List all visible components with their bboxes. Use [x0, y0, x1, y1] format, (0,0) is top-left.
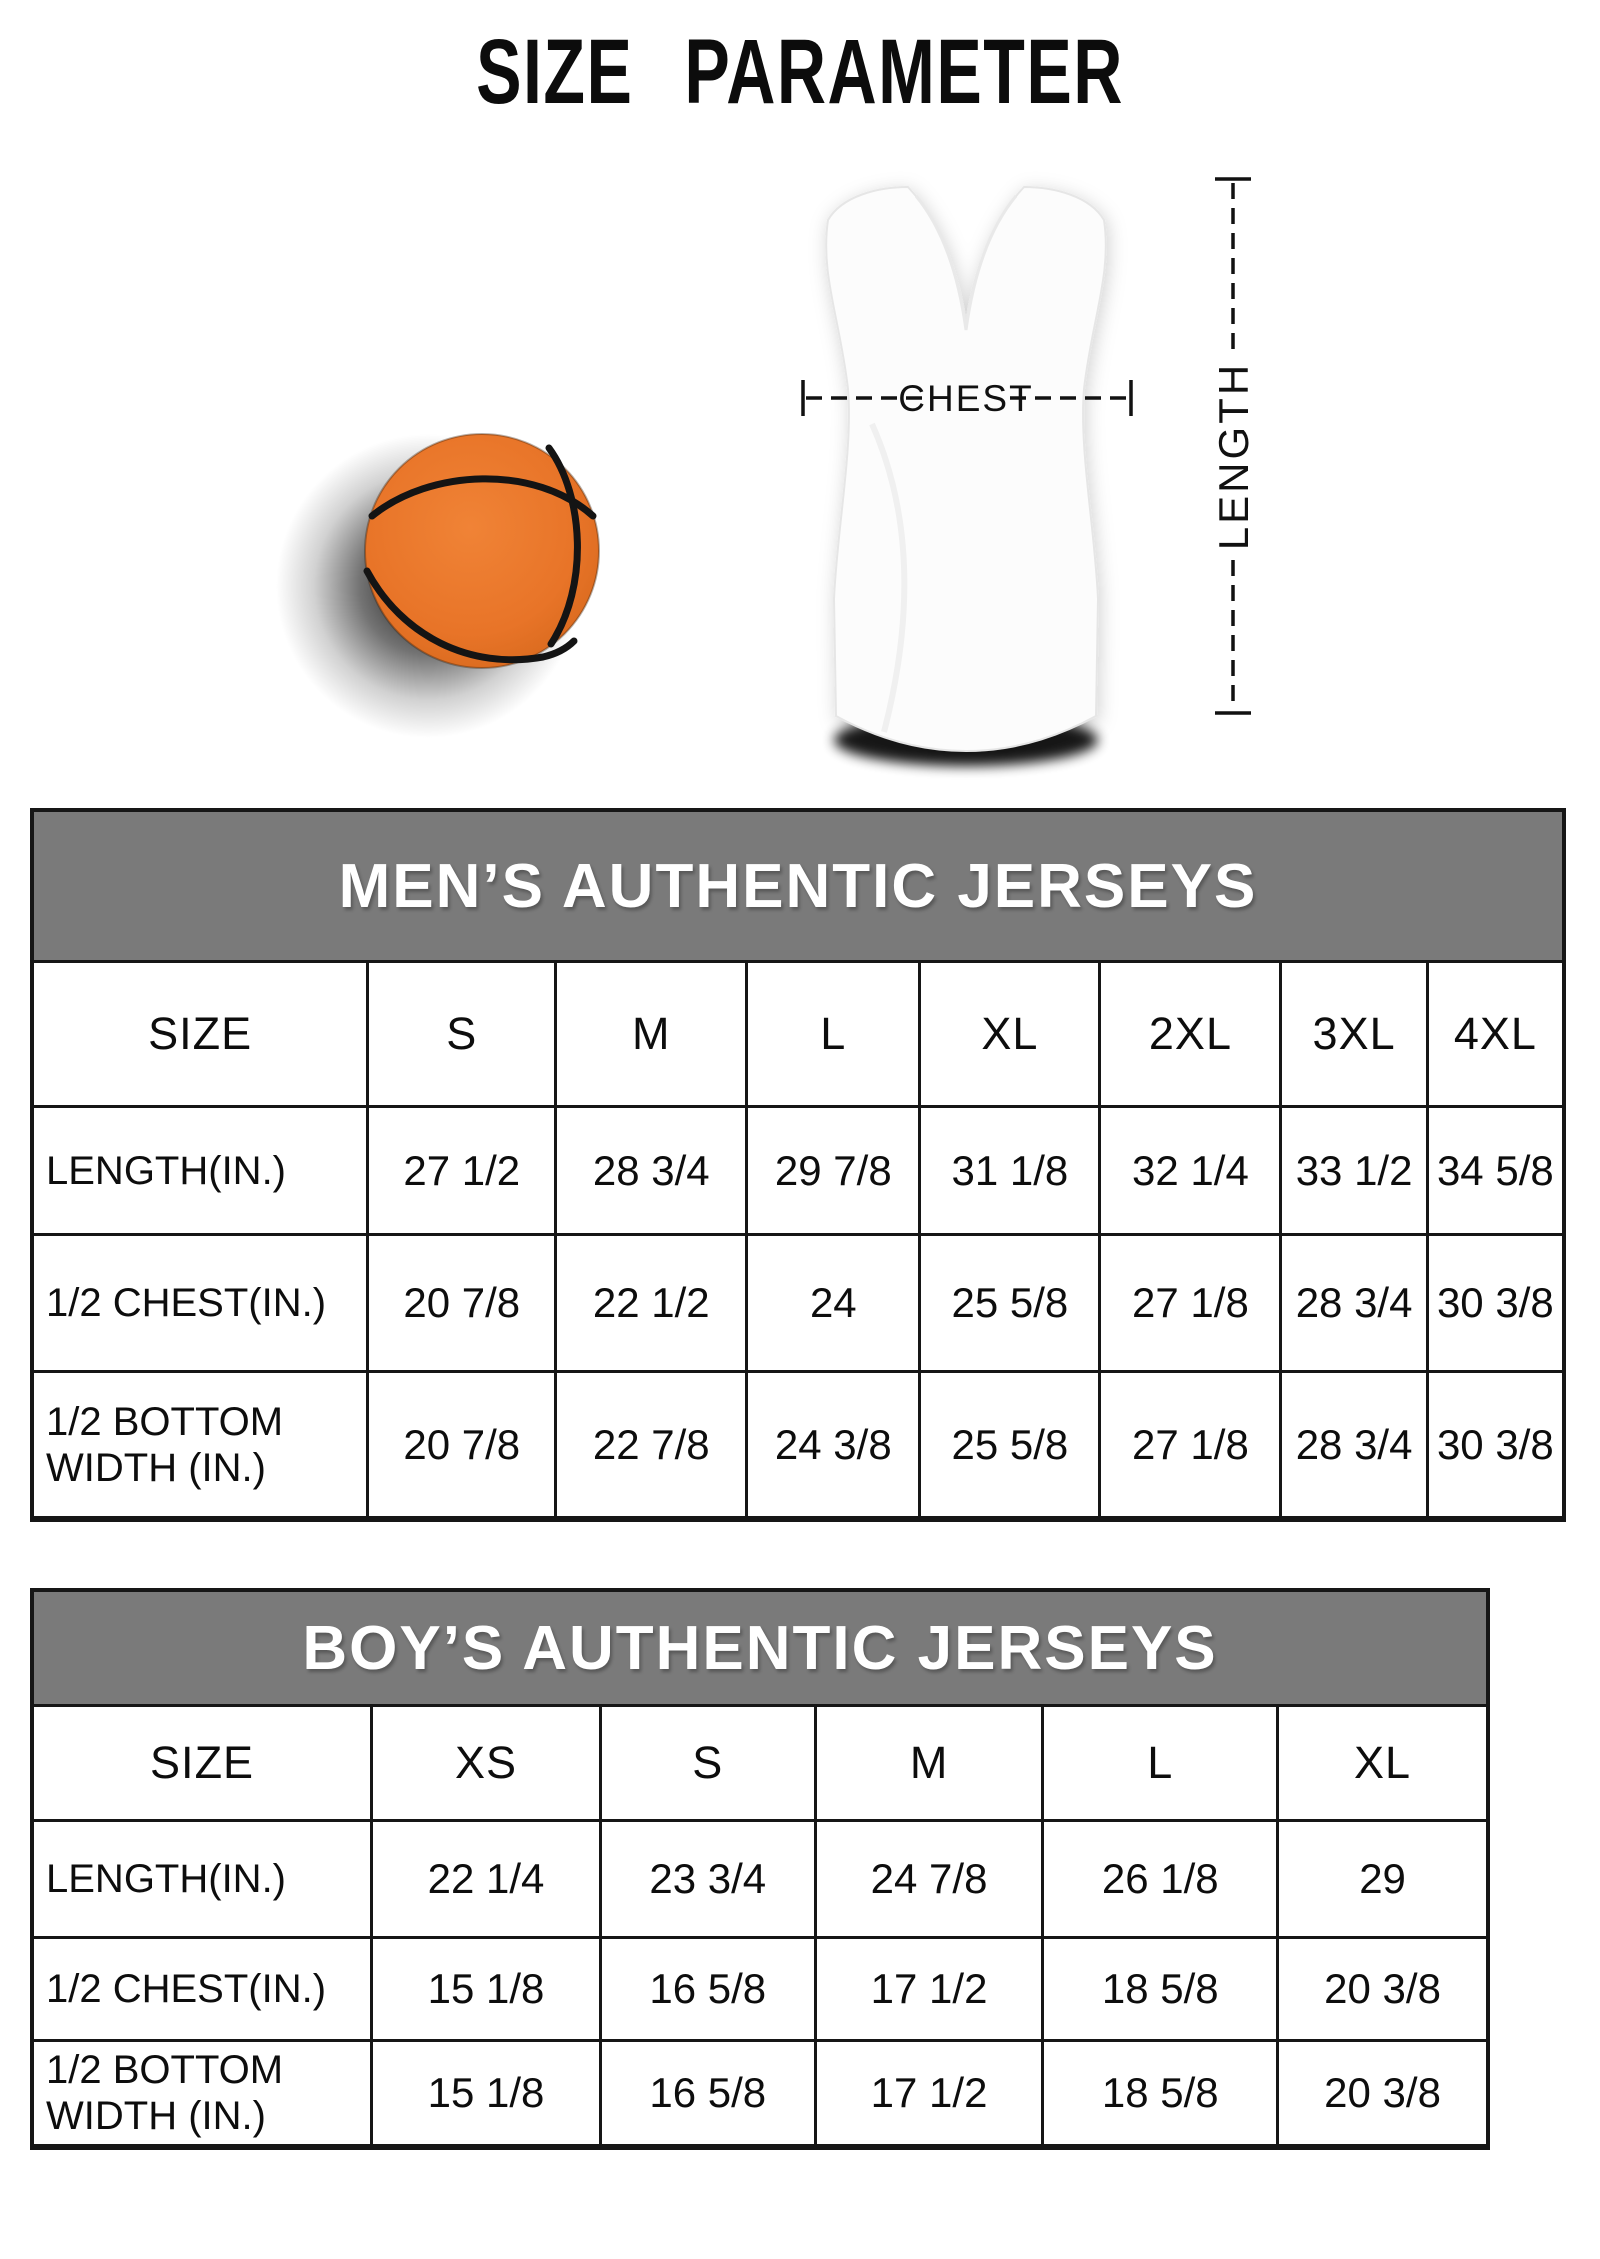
- size-value: 20 3/8: [1276, 2039, 1486, 2144]
- table-title: BOY’S AUTHENTIC JERSEYS: [302, 1613, 1218, 1683]
- row-label: 1/2 BOTTOM WIDTH (IN.): [34, 1370, 366, 1516]
- size-value: 30 3/8: [1426, 1370, 1562, 1516]
- size-value: 25 5/8: [918, 1370, 1098, 1516]
- size-value: 28 3/4: [1279, 1370, 1425, 1516]
- size-value: 29 7/8: [745, 1105, 918, 1233]
- row-label: LENGTH(IN.): [34, 1105, 366, 1233]
- jersey-icon: [826, 187, 1106, 751]
- size-value: 30 3/8: [1426, 1233, 1562, 1370]
- page-title: [208, 21, 1392, 123]
- size-diagram: [0, 124, 1600, 784]
- size-value: 20 7/8: [366, 1370, 554, 1516]
- column-header-size: SIZE: [150, 1737, 255, 1788]
- size-value: 15 1/8: [370, 1936, 599, 2039]
- column-header: M: [814, 1707, 1042, 1819]
- size-value: 18 5/8: [1041, 2039, 1276, 2144]
- length-label: LENGTH: [1210, 361, 1257, 551]
- column-header-size: SIZE: [148, 1008, 253, 1059]
- page-title-text: SIZE PARAMETER: [476, 21, 1124, 123]
- size-value: 31 1/8: [918, 1105, 1098, 1233]
- size-table: [30, 1588, 1490, 2150]
- size-value: 23 3/4: [599, 1819, 814, 1936]
- table-grid: [34, 963, 1562, 1516]
- size-value: 16 5/8: [599, 2039, 814, 2144]
- row-label: LENGTH(IN.): [34, 1819, 370, 1936]
- size-value: 28 3/4: [1279, 1233, 1425, 1370]
- size-value: 17 1/2: [814, 2039, 1042, 2144]
- size-value: 24: [745, 1233, 918, 1370]
- column-header: S: [599, 1707, 814, 1819]
- size-value: 16 5/8: [599, 1936, 814, 2039]
- table-grid: [34, 1707, 1486, 2144]
- size-value: 33 1/2: [1279, 1105, 1425, 1233]
- size-value: 27 1/8: [1098, 1233, 1279, 1370]
- size-value: 20 3/8: [1276, 1936, 1486, 2039]
- column-header: M: [554, 963, 745, 1105]
- basketball-illustration: [276, 434, 599, 738]
- size-value: 24 7/8: [814, 1819, 1042, 1936]
- column-header: S: [366, 963, 554, 1105]
- jersey-illustration: [826, 187, 1106, 766]
- size-value: 17 1/2: [814, 1936, 1042, 2039]
- size-value: 24 3/8: [745, 1370, 918, 1516]
- column-header: XS: [370, 1707, 599, 1819]
- column-header: L: [745, 963, 918, 1105]
- chest-label: CHEST: [898, 378, 1034, 419]
- size-value: 27 1/8: [1098, 1370, 1279, 1516]
- size-value: 22 1/4: [370, 1819, 599, 1936]
- size-table: [30, 808, 1566, 1522]
- table-title-band: [34, 812, 1562, 963]
- size-value: 32 1/4: [1098, 1105, 1279, 1233]
- column-header: 2XL: [1098, 963, 1279, 1105]
- size-value: 25 5/8: [918, 1233, 1098, 1370]
- column-header: L: [1041, 1707, 1276, 1819]
- size-value: 15 1/8: [370, 2039, 599, 2144]
- table-title-band: [34, 1592, 1486, 1707]
- size-value: 26 1/8: [1041, 1819, 1276, 1936]
- table-title: MEN’S AUTHENTIC JERSEYS: [338, 851, 1258, 921]
- row-label: 1/2 CHEST(IN.): [34, 1936, 370, 2039]
- size-value: 27 1/2: [366, 1105, 554, 1233]
- size-value: 18 5/8: [1041, 1936, 1276, 2039]
- row-label: 1/2 CHEST(IN.): [34, 1233, 366, 1370]
- row-label: 1/2 BOTTOM WIDTH (IN.): [34, 2039, 370, 2144]
- column-header: 4XL: [1426, 963, 1562, 1105]
- size-tables: [0, 808, 1600, 2150]
- size-value: 29: [1276, 1819, 1486, 1936]
- size-value: 22 1/2: [554, 1233, 745, 1370]
- column-header: 3XL: [1279, 963, 1425, 1105]
- column-header: XL: [1276, 1707, 1486, 1819]
- size-value: 20 7/8: [366, 1233, 554, 1370]
- size-value: 22 7/8: [554, 1370, 745, 1516]
- column-header: XL: [918, 963, 1098, 1105]
- size-value: 28 3/4: [554, 1105, 745, 1233]
- size-value: 34 5/8: [1426, 1105, 1562, 1233]
